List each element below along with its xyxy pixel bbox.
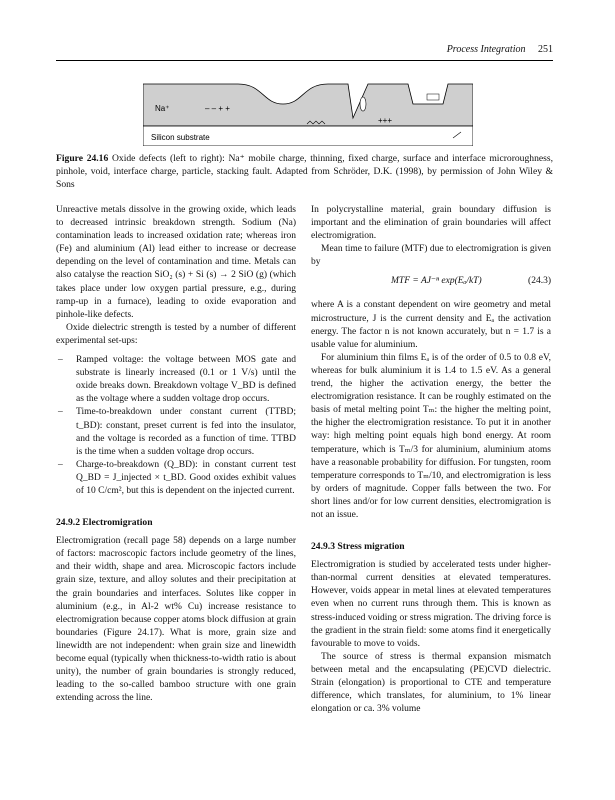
section-heading-electromigration: 24.9.2 Electromigration <box>56 517 153 529</box>
void-shape <box>360 97 366 111</box>
right-paragraph-6: The source of stress is thermal expansion mismatch between metal and the encapsulating (PE)CVD dielectric. Strain (elongation) is proportional to CTE and temperature difference, which translates, for aluminium, to 1% linear elongation or ca. 3% volume <box>311 651 551 715</box>
left-paragraph-3: Electromigration (recall page 58) depends on a large number of factors: macroscopic factors include geometry of the lines, and their width, shape and area. Microscopic factors include grain size, texture, and alloy solutes and their precipitation at the grain boundaries and interfaces. Solutes like copper in aluminium (e.g., in Al-2 wt% Cu) increase resistance to electromigration because copper atoms block diffusion at grain boundaries (Figure 24.17). What is more, grain size and linewidth are not independent: when grain size and linewidth become equal (typically when thickness-to-width ratio is about unity), the number of grain boundaries is strongly reduced, leading to the so-called bamboo structure with one grain extending across the line. <box>56 536 296 704</box>
interface-charge-label: +++ <box>378 116 393 125</box>
left-paragraph-2: Oxide dielectric strength is tested by a number of different experimental set-ups: <box>56 322 296 346</box>
substrate-label: Silicon substrate <box>151 133 210 142</box>
figure-caption <box>56 152 553 191</box>
header-rule <box>56 60 553 61</box>
list-item: – Charge-to-breakdown (Q_BD): in constant current test Q_BD = J_injected × t_BD. Good oxides exhibit values of 10 C/cm², but this is dependent on the injected current. <box>56 459 296 498</box>
equation-number: (24.3) <box>528 276 551 287</box>
na-label: Na⁺ <box>155 104 170 113</box>
right-paragraph-2: Mean time to failure (MTF) due to electromigration is given by <box>311 244 551 268</box>
section-heading-stress-migration: 24.9.3 Stress migration <box>311 541 405 553</box>
right-paragraph-4: For aluminium thin films Eₐ is of the order of 0.5 to 0.8 eV, whereas for bulk aluminium it is 1.4 to 1.5 eV. As a general trend, the higher the activation energy, the better the electromigration resistance. It can be roughly estimated on the basis of metal melting point Tₘ: the higher the melting point, the higher the electromigration resistance. To put it in another way: high melting point equals high bond energy. At room temperature, which is Tₘ/3 for aluminium, aluminium atoms have a reasonable probability for diffusion. For tungsten, room temperature corresponds to Tₘ/10, and electromigration is less by orders of magnitude. Copper falls between the two. For short lines and/or for low current densities, electromigration is not an issue. <box>311 352 551 520</box>
oxide-defects-figure <box>143 76 473 146</box>
page-number: 251 <box>538 44 553 55</box>
running-header <box>447 44 553 55</box>
right-paragraph-5: Electromigration is studied by accelerated tests under higher-than-normal current densities at elevated temperatures. However, voids appear in metal lines at elevated temperatures even when no current runs through them. This is known as stress-induced voiding or stress migration. The driving force is the gradient in the strain field: some atoms find it energetically favourable to move to voids. <box>311 560 551 649</box>
list-item: – Ramped voltage: the voltage between MOS gate and substrate is linearly increased (0.1 or 1 V/s) until the oxide breaks down. Breakdown voltage V_BD is defined as the voltage where a sudden voltage drop occurs. <box>56 354 296 406</box>
caption-label: Figure 24.16 <box>56 153 109 164</box>
left-column <box>56 204 296 705</box>
right-paragraph-3: where A is a constant dependent on wire geometry and metal microstructure, J is the current density and Eₐ the activation energy. The factor n is not known accurately, but n = 1.7 is a usable value for aluminium. <box>311 300 551 350</box>
equation-24-3 <box>311 275 551 293</box>
particle-shape <box>427 94 439 100</box>
caption-text: Oxide defects (left to right): Na⁺ mobile charge, thinning, fixed charge, surface and interface microroughness, pinhole, void, interface charge, particle, stacking fault. Adapted from Schröder, D.K. (1998), by permission of John Wiley & Sons <box>56 153 553 190</box>
left-paragraph-1: Unreactive metals dissolve in the growing oxide, which leads to decreased intrinsic breakdown strength. Sodium (Na) contamination leads to increased oxidation rate; whereas iron (Fe) and aluminium (Al) lead either to increase or decrease depending on the level of contamination and time. Metals can also catalyse the reaction SiO₂ (s) + Si (s) → 2 SiO (g) (which takes place under low oxygen partial pressure, e.g., during ramp-up in a furnace), leading to oxide evaporation and pinhole-like defects. <box>56 205 296 320</box>
header-title: Process Integration <box>446 44 526 55</box>
list-item: – Time-to-breakdown under constant current (TTBD; t_BD): constant, preset current is fed into the insulator, and the voltage is recorded as a function of time. TTBD is the time when a sudden voltage drop occurs. <box>56 406 296 458</box>
right-paragraph-1: In polycrystalline material, grain boundary diffusion is important and the elimination of grain boundaries will affect electromigration. <box>311 205 551 242</box>
charges-label: – – + + <box>205 104 230 113</box>
right-column <box>311 204 551 716</box>
test-methods-list <box>56 354 296 498</box>
equation-formula: MTF = AJ⁻ⁿ exp(Eₐ/kT) <box>391 276 482 287</box>
